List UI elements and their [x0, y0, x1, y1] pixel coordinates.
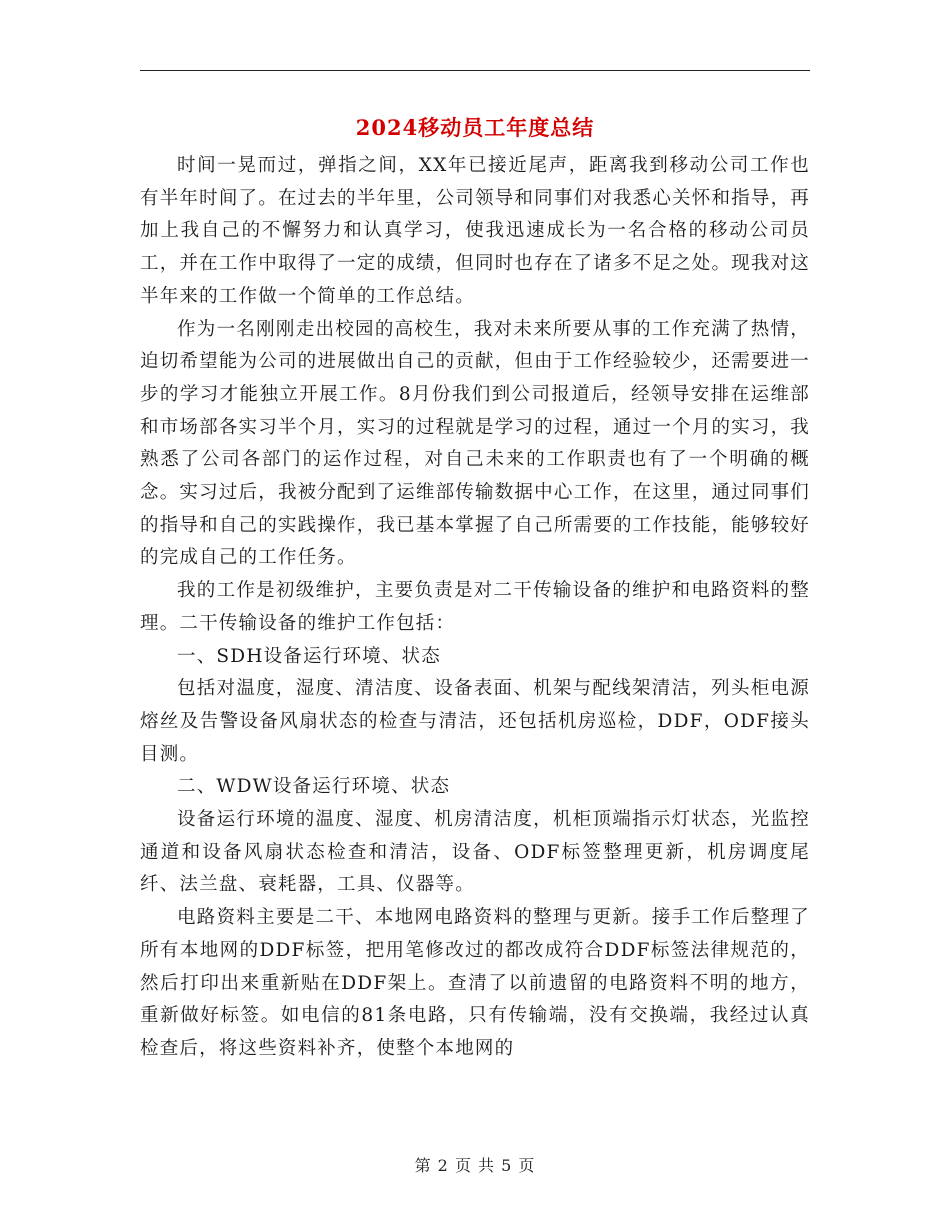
header-rule — [140, 70, 810, 71]
document-title: 2024移动员工年度总结 — [355, 115, 595, 140]
paragraph-sdh-details: 包括对温度，湿度、清洁度、设备表面、机架与配线架清洁，列头柜电源熔丝及告警设备风扇状态的检查与清洁，还包括机房巡检，DDF，ODF接头目测。 — [140, 678, 810, 765]
document-body — [140, 150, 810, 1066]
section-heading-sdh: 一、SDH设备运行环境、状态 — [177, 645, 441, 667]
page-number-footer: 第 2 页 共 5 页 — [414, 1156, 536, 1175]
section-heading-wdw: 二、WDW设备运行环境、状态 — [177, 776, 451, 798]
paragraph-wdw-details: 设备运行环境的温度、湿度、机房清洁度，机柜顶端指示灯状态，光监控通道和设备风扇状态检查和清洁，设备、ODF标签整理更新，机房调度尾纤、法兰盘、衰耗器，工具、仪器等。 — [140, 809, 810, 896]
paragraph-circuit-data: 电路资料主要是二干、本地网电路资料的整理与更新。接手工作后整理了所有本地网的DDF标签，把用笔修改过的都改成符合DDF标签法律规范的，然后打印出来重新贴在DDF架上。查清了以前遗留的电路资料不明的地方，重新做好标签。如电信的81条电路，只有传输端，没有交换端，我经过认真检查后，将这些资料补齐，使整个本地网的 — [140, 907, 810, 1059]
paragraph-intro: 时间一晃而过，弹指之间，XX年已接近尾声，距离我到移动公司工作也有半年时间了。在过去的半年里，公司领导和同事们对我悉心关怀和指导，再加上我自己的不懈努力和认真学习，使我迅速成长为一名合格的移动公司员工，并在工作中取得了一定的成绩，但同时也存在了诸多不足之处。现我对这半年来的工作做一个简单的工作总结。 — [140, 155, 810, 307]
paragraph-duties: 我的工作是初级维护，主要负责是对二干传输设备的维护和电路资料的整理。二干传输设备的维护工作包括： — [140, 580, 810, 634]
paragraph-internship: 作为一名刚刚走出校园的高校生，我对未来所要从事的工作充满了热情，迫切希望能为公司的进展做出自己的贡献，但由于工作经验较少，还需要进一步的学习才能独立开展工作。8月份我们到公司报道后，经领导安排在运维部和市场部各实习半个月，实习的过程就是学习的过程，通过一个月的实习，我熟悉了公司各部门的运作过程，对自己未来的工作职责也有了一个明确的概念。实习过后，我被分配到了运维部传输数据中心工作，在这里，通过同事们的指导和自己的实践操作，我已基本掌握了自己所需要的工作技能，能够较好的完成自己的工作任务。 — [140, 318, 810, 569]
